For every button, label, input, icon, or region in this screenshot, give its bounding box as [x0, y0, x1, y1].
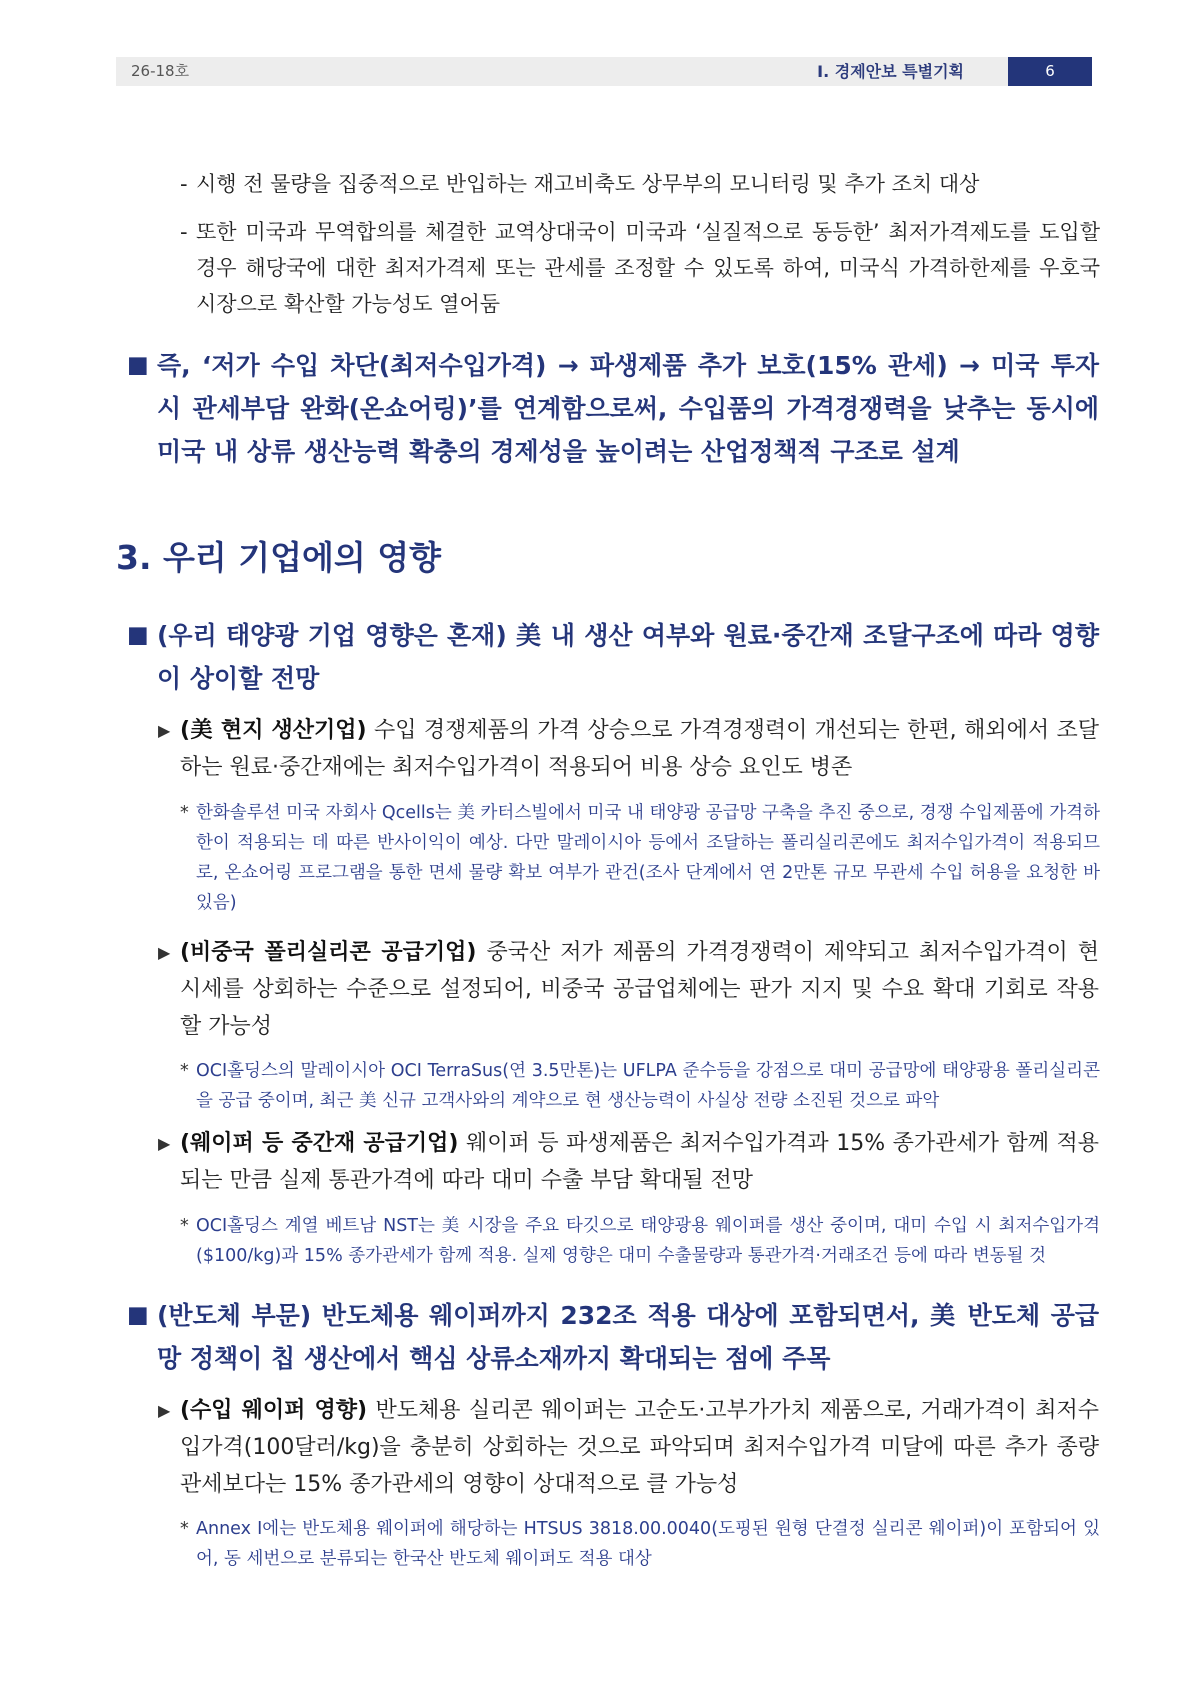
- section-label: Ⅰ. 경제안보 특별기획: [817, 62, 964, 81]
- semi-note-wafer: [180, 1514, 1100, 1574]
- item-text: 반도체용 실리콘 웨이퍼는 고순도·고부가가치 제품으로, 거래가격이 최저수입가격(100달러/kg)을 충분히 상회하는 것으로 파악되며 최저수입가격 미달에 따른 추가 종량관세보다는 15% 종가관세의 영향이 상대적으로 클 가능성: [180, 1398, 1099, 1497]
- note-text: OCI홀딩스의 말레이시아 OCI TerraSus(연 3.5만톤)는 UFLPA 준수등을 강점으로 대미 공급망에 태양광용 폴리실리콘을 공급 중이며, 최근 美 신규 고객사와의 계약으로 현 생산능력이 사실상 전량 소진된 것으로 파악: [196, 1061, 1100, 1111]
- semi-item-wafer: [158, 1392, 1099, 1503]
- semi-heading-text: (반도체 부문) 반도체용 웨이퍼까지 232조 적용 대상에 포함되면서, 美 반도체 공급망 정책이 칩 생산에서 핵심 상류소재까지 확대되는 점에 주목: [157, 1301, 1099, 1373]
- note-marker: *: [180, 1061, 189, 1081]
- item-label: (웨이퍼 등 중간재 공급기업): [180, 1131, 459, 1156]
- note-marker: *: [180, 1519, 189, 1539]
- solar-item-local: [158, 712, 1099, 786]
- note-text: OCI홀딩스 계열 베트남 NST는 美 시장을 주요 타깃으로 태양광용 웨이퍼를 생산 중이며, 대미 수입 시 최저수입가격($100/kg)과 15% 종가관세가 함께 적용. 실제 영향은 대미 수출물량과 통관가격·거래조건 등에 따라 변동될 것: [196, 1216, 1100, 1266]
- arrow-bullet-icon: ▶: [158, 1134, 171, 1153]
- item-label: (비중국 폴리실리콘 공급기업): [180, 940, 477, 965]
- square-bullet-icon: ■: [127, 622, 149, 648]
- summary-bullet: [127, 344, 1099, 473]
- note-text: Annex I에는 반도체용 웨이퍼에 해당하는 HTSUS 3818.00.0040(도핑된 원형 단결정 실리콘 웨이퍼)이 포함되어 있어, 동 세번으로 분류되는 한국산 반도체 웨이퍼도 적용 대상: [196, 1519, 1100, 1569]
- solar-item-wafer: [158, 1125, 1099, 1199]
- solar-heading-text: (우리 태양광 기업 영향은 혼재) 美 내 생산 여부와 원료·중간재 조달구조에 따라 영향이 상이할 전망: [157, 621, 1099, 693]
- dash-item: [180, 214, 1100, 322]
- solar-note-polysilicon: [180, 1056, 1100, 1116]
- square-bullet-icon: ■: [127, 1302, 149, 1328]
- solar-item-polysilicon: [158, 934, 1099, 1045]
- note-marker: *: [180, 1216, 189, 1236]
- item-text: 웨이퍼 등 파생제품은 최저수입가격과 15% 종가관세가 함께 적용되는 만큼 실제 통관가격에 따라 대미 수출 부담 확대될 전망: [180, 1131, 1099, 1193]
- page-header: [116, 57, 1092, 86]
- solar-note-wafer: [180, 1211, 1100, 1271]
- dash-marker: -: [180, 220, 188, 244]
- issue-number: 26-18호: [131, 62, 190, 80]
- dash-text: 시행 전 물량을 집중적으로 반입하는 재고비축도 상무부의 모니터링 및 추가 조치 대상: [196, 172, 980, 196]
- summary-text: 즉, ‘저가 수입 차단(최저수입가격) → 파생제품 추가 보호(15% 관세) → 미국 투자 시 관세부담 완화(온쇼어링)’를 연계함으로써, 수입품의 가격경쟁력을 낮추는 동시에 미국 내 상류 생산능력 확충의 경제성을 높이려는 산업정책적 구조로 설계: [157, 351, 1099, 466]
- item-label: (수입 웨이퍼 영향): [180, 1398, 368, 1423]
- note-text: 한화솔루션 미국 자회사 Qcells는 美 카터스빌에서 미국 내 태양광 공급망 구축을 추진 중으로, 경쟁 수입제품에 가격하한이 적용되는 데 따른 반사이익이 예상. 다만 말레이시아 등에서 조달하는 폴리실리콘에도 최저수입가격이 적용되므로, 온쇼어링 프로그램을 통한 면세 물량 확보 여부가 관건(조사 단계에서 연 2만톤 규모 무관세 수입 허용을 요청한 바 있음): [196, 803, 1100, 913]
- page-number: 6: [1008, 57, 1092, 86]
- square-bullet-icon: ■: [127, 352, 149, 378]
- solar-heading: [127, 614, 1099, 700]
- arrow-bullet-icon: ▶: [158, 943, 171, 962]
- item-text: 수입 경쟁제품의 가격 상승으로 가격경쟁력이 개선되는 한편, 해외에서 조달하는 원료·중간재에는 최저수입가격이 적용되어 비용 상승 요인도 병존: [180, 718, 1099, 780]
- semi-heading: [127, 1294, 1099, 1380]
- solar-note-local: [180, 798, 1100, 918]
- arrow-bullet-icon: ▶: [158, 1401, 171, 1420]
- item-text: 중국산 저가 제품의 가격경쟁력이 제약되고 최저수입가격이 현 시세를 상회하는 수준으로 설정되어, 비중국 공급업체에는 판가 지지 및 수요 확대 기회로 작용할 가능성: [180, 940, 1099, 1039]
- arrow-bullet-icon: ▶: [158, 721, 171, 740]
- section-title: 3. 우리 기업에의 영향: [116, 538, 441, 577]
- dash-marker: -: [180, 172, 188, 196]
- dash-text: 또한 미국과 무역합의를 체결한 교역상대국이 미국과 ‘실질적으로 동등한’ 최저가격제도를 도입할 경우 해당국에 대한 최저가격제 또는 관세를 조정할 수 있도록 하여, 미국식 가격하한제를 우호국 시장으로 확산할 가능성도 열어둠: [196, 220, 1100, 316]
- dash-item: [180, 166, 1100, 202]
- note-marker: *: [180, 803, 189, 823]
- item-label: (美 현지 생산기업): [180, 718, 367, 743]
